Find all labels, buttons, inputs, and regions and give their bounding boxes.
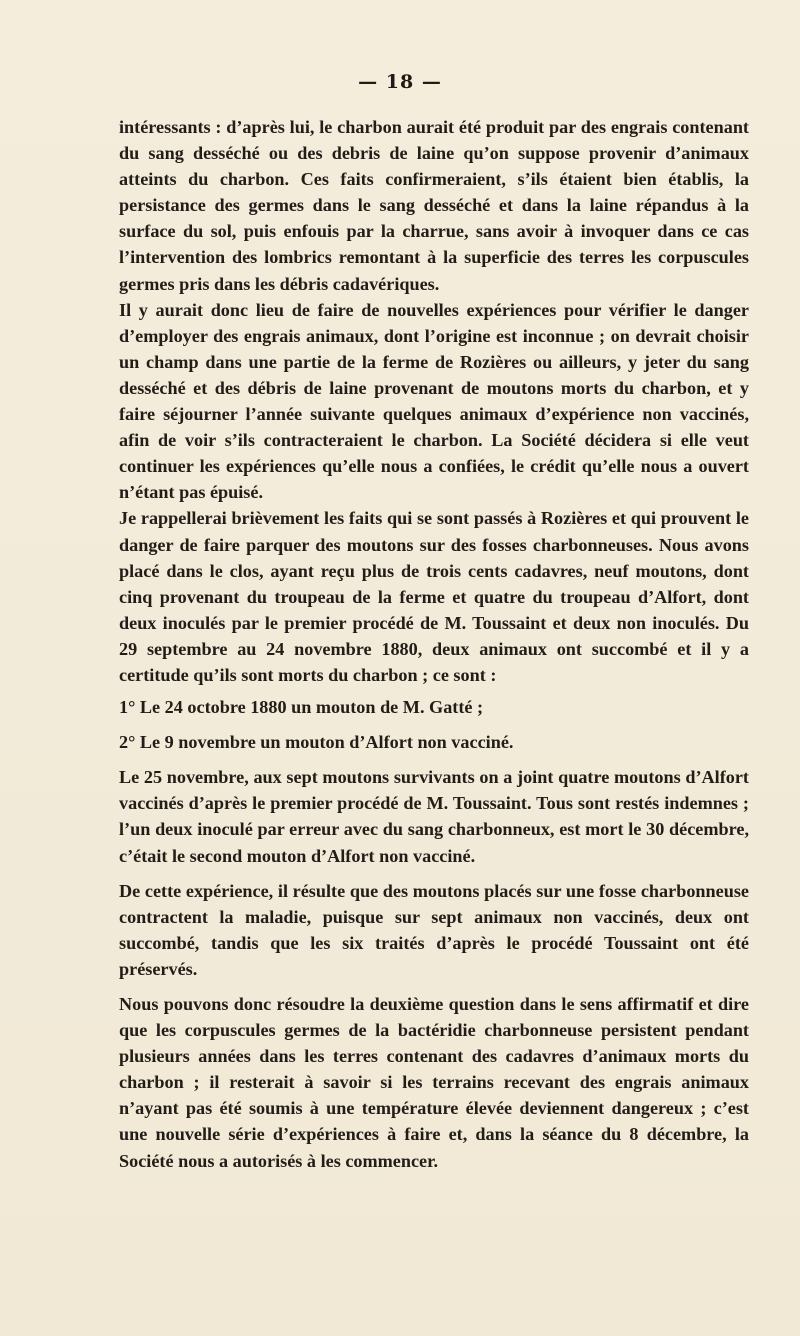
paragraph-1: intéressants : d’après lui, le charbon aurait été produit par des engrais contenant du sang desséché ou des debris de laine qu’on suppose provenir d’animaux atteints du charbon. Ces faits confirmeraient, s’ils étaient bien établis, la persistance des germes dans le sang desséché et dans la laine répandus à la surface du sol, puis enfouis par la charrue, sans avoir à invoquer dans ce cas l’intervention des lombrics remontant à la superficie des terres les corpuscules germes pris dans les débris cadavériques. <box>119 117 749 294</box>
list-item-2: 2° Le 9 novembre un mouton d’Alfort non vacciné. <box>119 732 514 753</box>
paragraph-3: Je rappellerai brièvement les faits qui se sont passés à Rozières et qui prouvent le danger de faire parquer des moutons sur des fosses charbonneuses. Nous avons placé dans le clos, ayant reçu plus de trois cents cadavres, neuf moutons, dont cinq provenant du troupeau de la ferme et quatre du troupeau d’Alfort, dont deux inoculés par le premier procédé de M. Toussaint et deux non inoculés. Du 29 septembre au 24 novembre 1880, deux animaux ont succombé et il y a certitude qu’ils sont morts du charbon ; ce sont : <box>119 508 749 685</box>
page-number: — 18 — <box>358 71 442 93</box>
paragraph-5: De cette expérience, il résulte que des moutons placés sur une fosse charbonneuse contractent la maladie, puisque sur sept animaux non vaccinés, deux ont succombé, tandis que les six traités d’après le procédé Toussaint ont été préservés. <box>119 880 749 979</box>
paragraph-2: Il y aurait donc lieu de faire de nouvelles expériences pour vérifier le danger d’employer des engrais animaux, dont l’origine est inconnue ; on devrait choisir un champ dans une partie de la ferme de Rozières ou ailleurs, y jeter du sang desséché et des débris de laine provenant de moutons morts du charbon, et y faire séjourner l’année suivante quelques animaux d’expérience non vaccinés, afin de voir s’ils contracteraient le charbon. La Société décidera si elle veut continuer les expériences qu’elle nous a confiées, le crédit qu’elle nous a ouvert n’étant pas épuisé. <box>119 299 749 503</box>
list-item-1: 1° Le 24 octobre 1880 un mouton de M. Gatté ; <box>119 697 484 718</box>
paragraph-6: Nous pouvons donc résoudre la deuxième question dans le sens affirmatif et dire que les corpuscules germes de la bactéridie charbonneuse persistent pendant plusieurs années dans les terres contenant des cadavres d’animaux morts du charbon ; il resterait à savoir si les terrains recevant des engrais animaux n’ayant pas été soumis à une température élevée deviennent dangereux ; c’est une nouvelle série d’expériences à faire et, dans la séance du 8 décembre, la Société nous a autorisés à les commencer. <box>119 994 749 1171</box>
page-body <box>119 114 749 1174</box>
paragraph-4: Le 25 novembre, aux sept moutons survivants on a joint quatre moutons d’Alfort vaccinés d’après le premier procédé de M. Toussaint. Tous sont restés indemnes ; l’un deux inoculé par erreur avec du sang charbonneux, est mort le 30 décembre, c’était le second mouton d’Alfort non vacciné. <box>119 767 749 866</box>
